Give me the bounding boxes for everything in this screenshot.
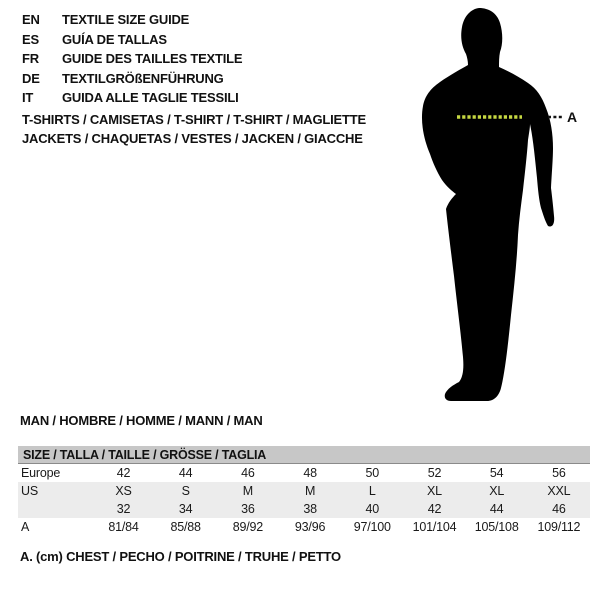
man-silhouette-figure [400,0,600,410]
size-cell: L [368,484,376,498]
size-cell: 46 [241,466,255,480]
size-cell: 52 [427,466,442,480]
row-label [18,500,92,518]
size-table [18,446,590,536]
size-table-header-row [18,446,590,464]
language-row [22,88,242,108]
category-list [22,110,366,148]
size-cell: 40 [365,502,380,516]
size-cell: M [304,484,316,498]
language-code: ES [22,31,39,47]
table-row [18,518,590,536]
size-cell: 48 [303,466,317,480]
size-cell: 81/84 [108,520,139,534]
size-table-header: SIZE / TALLA / TAILLE / GRÖSSE / TAGLIA [18,446,590,464]
language-label: GUÍA DE TALLAS [62,31,167,47]
table-row [18,482,590,500]
language-code: DE [22,70,40,86]
size-cell: 44 [489,502,504,516]
language-list [22,10,242,108]
size-cell: M [242,484,253,498]
size-cell: S [181,484,190,498]
category-jackets: JACKETS / CHAQUETAS / VESTES / JACKEN / GIACCHE [22,131,363,146]
size-cell: XS [115,484,132,498]
category-tshirts: T-SHIRTS / CAMISETAS / T-SHIRT / T-SHIRT / MAGLIETTE [22,112,366,127]
size-cell: 34 [178,502,193,516]
size-cell: 97/100 [353,520,391,534]
table-row [18,500,590,518]
language-code: FR [22,51,39,67]
size-cell: 32 [116,502,131,516]
size-table-body [18,464,590,537]
size-cell: 44 [178,466,193,480]
man-silhouette [422,8,554,401]
language-label: GUIDA ALLE TAGLIE TESSILI [62,90,239,106]
language-row [22,10,242,30]
language-row [22,49,242,69]
size-cell: XL [489,484,505,498]
language-code: EN [22,12,40,28]
size-cell: XXL [547,484,571,498]
language-label: TEXTILGRÖßENFÜHRUNG [62,70,224,86]
size-cell: 105/108 [474,520,519,534]
language-label: TEXTILE SIZE GUIDE [62,12,190,28]
language-row [22,69,242,89]
row-label: A [21,520,30,534]
size-cell: 93/96 [294,520,326,534]
size-cell: 85/88 [170,520,201,534]
language-label: GUIDE DES TAILLES TEXTILE [62,51,243,67]
language-row [22,30,242,50]
size-cell: 89/92 [232,520,263,534]
size-cell: 109/112 [537,520,581,534]
size-cell: 42 [427,502,442,516]
size-cell: 38 [303,502,317,516]
measurement-footnote: A. (cm) CHEST / PECHO / POITRINE / TRUHE / PETTO [20,549,341,564]
language-code: IT [22,90,34,106]
size-cell: 36 [241,502,255,516]
size-cell: 101/104 [412,520,457,534]
size-cell: 42 [116,466,131,480]
row-label: Europe [21,466,61,480]
size-cell: XL [427,484,442,498]
size-cell: 54 [489,466,504,480]
size-cell: 56 [552,466,566,480]
section-title-man: MAN / HOMBRE / HOMME / MANN / MAN [20,413,263,428]
size-cell: 50 [365,466,380,480]
size-cell: 46 [552,502,566,516]
table-row [18,464,590,483]
measure-label-a: A [567,109,578,125]
row-label: US [21,484,38,498]
